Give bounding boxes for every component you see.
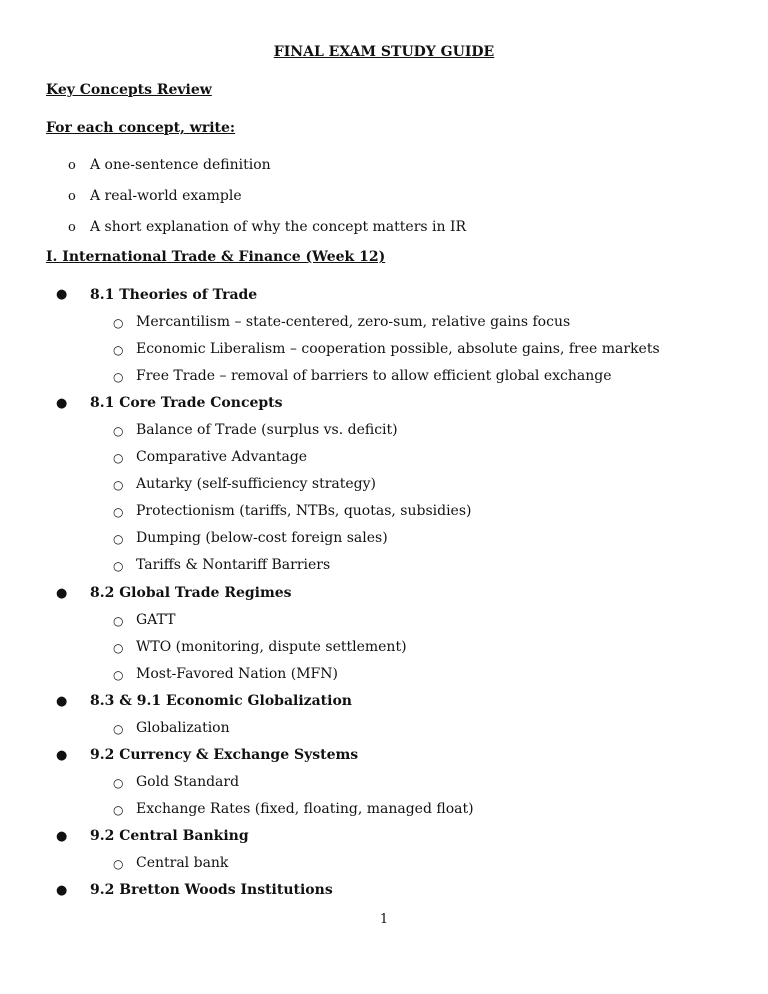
list-item: A real-world example [90, 188, 242, 204]
hollow-circle-bullet-icon: o [68, 220, 76, 235]
circle-bullet-icon: ○ [113, 370, 124, 384]
list-item: Dumping (below-cost foreign sales) [136, 530, 388, 546]
list-item: Comparative Advantage [136, 449, 308, 465]
list-item: Most-Favored Nation (MFN) [136, 666, 338, 682]
filled-circle-bullet-icon: ● [56, 287, 68, 302]
circle-bullet-icon: ○ [113, 532, 124, 546]
hollow-circle-bullet-icon: o [68, 158, 76, 173]
circle-bullet-icon: ○ [113, 722, 124, 736]
topic-heading: 9.2 Currency & Exchange Systems [90, 747, 359, 763]
circle-bullet-icon: ○ [113, 316, 124, 330]
list-item: Balance of Trade (surplus vs. deficit) [136, 422, 398, 438]
list-item: Exchange Rates (fixed, floating, managed float) [136, 801, 474, 817]
list-item: GATT [136, 612, 176, 628]
section-heading: I. International Trade & Finance (Week 12) [46, 249, 386, 265]
topic-heading: 9.2 Bretton Woods Institutions [90, 882, 333, 898]
circle-bullet-icon: ○ [113, 668, 124, 682]
list-item: Globalization [136, 720, 230, 736]
list-item: Free Trade – removal of barriers to allow efficient global exchange [136, 368, 612, 384]
circle-bullet-icon: ○ [113, 343, 124, 357]
page-number: 1 [379, 912, 389, 927]
list-item: Mercantilism – state-centered, zero-sum, relative gains focus [136, 314, 571, 330]
circle-bullet-icon: ○ [113, 857, 124, 871]
list-item: Gold Standard [136, 774, 240, 790]
topic-heading: 8.1 Core Trade Concepts [90, 395, 283, 411]
circle-bullet-icon: ○ [113, 559, 124, 573]
filled-circle-bullet-icon: ● [56, 396, 68, 411]
filled-circle-bullet-icon: ● [56, 694, 68, 709]
list-item: Economic Liberalism – cooperation possible, absolute gains, free markets [136, 341, 660, 357]
circle-bullet-icon: ○ [113, 424, 124, 438]
topic-heading: 8.3 & 9.1 Economic Globalization [90, 693, 352, 709]
instructions-heading: For each concept, write: [46, 120, 236, 136]
filled-circle-bullet-icon: ● [56, 586, 68, 601]
circle-bullet-icon: ○ [113, 478, 124, 492]
topic-heading: 8.2 Global Trade Regimes [90, 585, 292, 601]
list-item: A short explanation of why the concept matters in IR [90, 219, 467, 235]
list-item: Tariffs & Nontariff Barriers [136, 557, 331, 573]
key-concepts-heading: Key Concepts Review [46, 82, 212, 98]
circle-bullet-icon: ○ [113, 803, 124, 817]
topic-heading: 8.1 Theories of Trade [90, 287, 258, 303]
list-item: A one-sentence definition [90, 157, 271, 173]
list-item: Autarky (self-sufficiency strategy) [136, 476, 376, 492]
circle-bullet-icon: ○ [113, 614, 124, 628]
topic-heading: 9.2 Central Banking [90, 828, 249, 844]
circle-bullet-icon: ○ [113, 641, 124, 655]
circle-bullet-icon: ○ [113, 505, 124, 519]
filled-circle-bullet-icon: ● [56, 748, 68, 763]
circle-bullet-icon: ○ [113, 451, 124, 465]
filled-circle-bullet-icon: ● [56, 883, 68, 898]
circle-bullet-icon: ○ [113, 776, 124, 790]
list-item: WTO (monitoring, dispute settlement) [136, 639, 407, 655]
hollow-circle-bullet-icon: o [68, 189, 76, 204]
list-item: Protectionism (tariffs, NTBs, quotas, subsidies) [136, 503, 472, 519]
filled-circle-bullet-icon: ● [56, 829, 68, 844]
list-item: Central bank [136, 855, 229, 871]
page-title: FINAL EXAM STUDY GUIDE [273, 44, 495, 60]
